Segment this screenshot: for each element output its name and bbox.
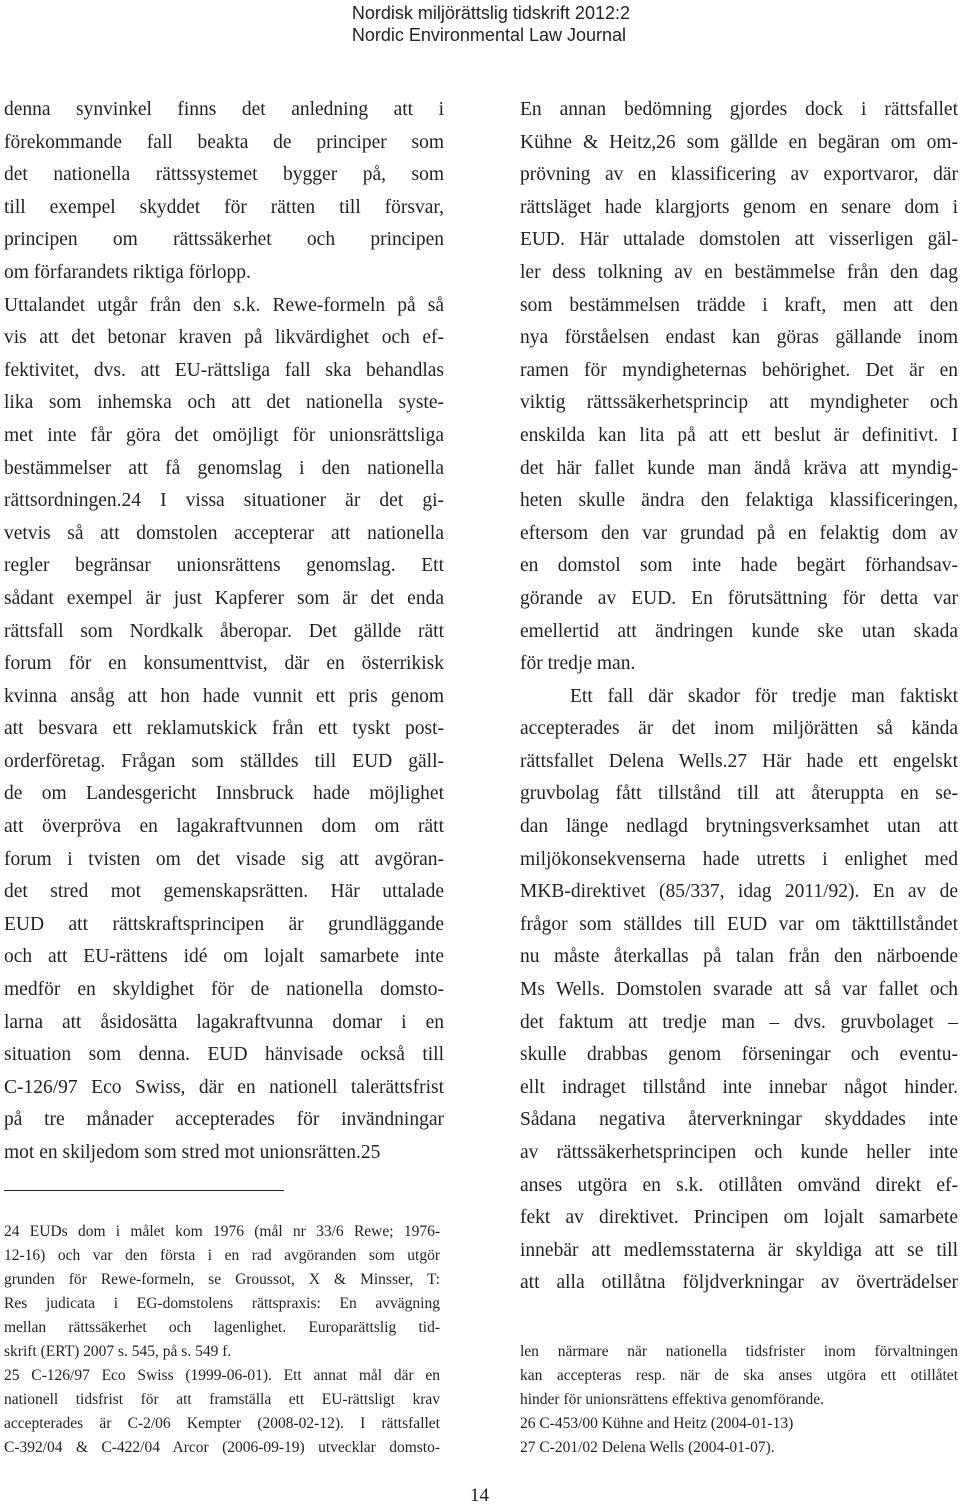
- body-line: C-126/97 Eco Swiss, där en nationell talerättsfrist: [4, 1076, 444, 1098]
- body-line: som bestämmelsen trädde i kraft, men att den: [520, 294, 958, 316]
- body-line: skulle drabbas genom förseningar och eventu-: [520, 1044, 958, 1066]
- body-line: anses utgöra en s.k. otillåten omvänd direkt ef-: [520, 1174, 958, 1196]
- body-line: nya förståelsen endast kan göras gällande inom: [520, 327, 958, 349]
- footnote-line: skrift (ERT) 2007 s. 545, på s. 549 f.: [4, 1343, 232, 1360]
- footnote-line: len närmare när nationella tidsfrister inom förvaltningen: [520, 1343, 958, 1360]
- body-line: larna att åsidosätta lagakraftvunna domar i en: [4, 1011, 444, 1033]
- body-line: förekommande fall beakta de principer som: [4, 131, 444, 153]
- body-line: met inte får göra det omöjligt för unionsrättsliga: [4, 424, 444, 446]
- body-line: till exempel skyddet för rätten till försvar,: [4, 196, 444, 218]
- body-line: det faktum att tredje man – dvs. gruvbolaget –: [520, 1011, 958, 1033]
- footnote-line: 25 C-126/97 Eco Swiss (1999-06-01). Ett annat mål där en: [4, 1367, 440, 1384]
- body-line: Sådana negativa återverkningar skyddades inte: [520, 1109, 958, 1131]
- body-line: för tredje man.: [520, 653, 636, 675]
- body-line: om förfarandets riktiga förlopp.: [4, 261, 251, 283]
- body-line: fekt av direktivet. Principen om lojalt samarbete: [520, 1207, 958, 1229]
- body-line: enskilda kan lita på att ett beslut är definitivt. I: [520, 424, 958, 446]
- body-line: nu måste återkallas på talan från den närboende: [520, 946, 958, 968]
- body-line: ler dess tolkning av en bestämmelse från den dag: [520, 261, 958, 283]
- page-number: 14: [470, 1485, 489, 1506]
- body-line: rättsfallet Delena Wells.27 Här hade ett engelskt: [520, 750, 958, 772]
- body-line: de om Landesgericht Innsbruck hade möjlighet: [4, 783, 444, 805]
- body-line: lika som inhemska och att det nationella syste-: [4, 392, 444, 414]
- journal-header: [352, 2, 630, 46]
- body-line: kvinna ansåg att hon hade vunnit ett pris genom: [4, 685, 444, 707]
- body-line: frågor som ställdes till EUD var om täkttillståndet: [520, 913, 958, 935]
- body-line: accepterades är det inom miljörätten så kända: [520, 718, 958, 740]
- journal-title-english: Nordic Environmental Law Journal: [351, 25, 627, 45]
- body-line: rättsläget hade klargjorts genom en senare dom i: [520, 196, 958, 218]
- footnote-line: hinder för unionsrättens effektiva genomförande.: [520, 1391, 825, 1408]
- body-line: av rättssäkerhetsprincipen och kunde heller inte: [520, 1142, 958, 1163]
- footnotes-left: [4, 1220, 440, 1460]
- body-line: på tre månader accepterades för invändningar: [4, 1109, 444, 1131]
- footnote-rule: [4, 1190, 284, 1191]
- body-line: och att EU-rättens idé om lojalt samarbete inte: [4, 946, 444, 968]
- body-line: ramen för myndigheternas behörighet. Det är en: [520, 359, 958, 381]
- body-line: heten skulle ändra den felaktiga klassificeringen,: [520, 490, 958, 512]
- body-line: En annan bedömning gjordes dock i rättsfallet: [520, 99, 958, 120]
- right-column: [520, 94, 958, 1300]
- body-line: principen om rättssäkerhet och principen: [4, 229, 444, 251]
- left-column: [4, 94, 444, 1170]
- body-line: rättsordningen.24 I vissa situationer är det gi-: [4, 490, 444, 512]
- footnotes-right: [520, 1340, 958, 1460]
- footnote-line: C-392/04 & C-422/04 Arcor (2006-09-19) utvecklar domsto-: [4, 1439, 440, 1456]
- body-line: Ett fall där skador för tredje man faktiskt: [570, 685, 958, 707]
- body-line: situation som denna. EUD hänvisade också till: [4, 1044, 444, 1066]
- body-line: forum för en konsumenttvist, där en österrikisk: [4, 653, 444, 675]
- footnote-line: 12-16) och var den första i en rad avgöranden som utgör: [4, 1247, 440, 1264]
- body-line: EUD att rättskraftsprincipen är grundläggande: [4, 913, 444, 935]
- body-line: vetvis så att domstolen accepterar att nationella: [4, 522, 444, 544]
- body-line: rättsfall som Nordkalk åberopar. Det gällde rätt: [4, 620, 444, 642]
- footnote-line: 27 C-201/02 Delena Wells (2004-01-07).: [520, 1439, 775, 1456]
- body-line: denna synvinkel finns det anledning att i: [4, 99, 444, 120]
- journal-title-swedish: Nordisk miljörättslig tidskrift 2012:2: [351, 3, 630, 23]
- body-line: Uttalandet utgår från den s.k. Rewe-formeln på så: [4, 294, 444, 316]
- body-line: att besvara ett reklamutskick från ett tyskt post-: [4, 718, 444, 740]
- body-line: ellt indraget tillstånd inte innebar något hinder.: [520, 1076, 958, 1098]
- body-line: innebär att medlemsstaterna är skyldiga att se till: [520, 1239, 958, 1261]
- body-line: att alla otillåtna följdverkningar av överträdelser: [520, 1272, 958, 1294]
- body-line: bestämmelser att få genomslag i den nationella: [4, 457, 444, 479]
- footnote-line: 24 EUDs dom i målet kom 1976 (mål nr 33/6 Rewe; 1976-: [4, 1223, 440, 1240]
- body-line: miljökonsekvenserna hade utretts i enlighet med: [520, 848, 958, 870]
- footnote-line: Res judicata i EG-domstolens rättspraxis: En avvägning: [4, 1295, 440, 1312]
- body-line: prövning av en klassificering av exportvaror, där: [520, 164, 958, 186]
- footnote-line: mellan rättssäkerhet och lagenlighet. Europarättslig tid-: [4, 1319, 440, 1336]
- footnote-line: kan accepteras resp. när de ska anses utgöra ett otillåtet: [520, 1367, 958, 1384]
- body-line: det nationella rättssystemet bygger på, som: [4, 164, 444, 186]
- body-line: görande av EUD. En förutsättning för detta var: [520, 587, 958, 609]
- body-line: fektivitet, dvs. att EU-rättsliga fall ska behandlas: [4, 359, 444, 381]
- body-line: en domstol som inte hade begärt förhandsav-: [520, 555, 958, 577]
- body-line: gruvbolag fått tillstånd till att återuppta en se-: [520, 783, 958, 805]
- body-line: sådant exempel är just Kapferer som är det enda: [4, 587, 444, 609]
- body-line: vis att det betonar kraven på likvärdighet och ef-: [4, 327, 444, 349]
- body-line: dan länge nedlagd brytningsverksamhet utan att: [520, 816, 958, 838]
- body-line: mot en skiljedom som stred mot unionsrätten.25: [4, 1142, 381, 1163]
- body-line: det stred mot gemenskapsrätten. Här uttalade: [4, 881, 444, 903]
- body-line: viktig rättssäkerhetsprincip att myndigheter och: [520, 392, 958, 414]
- body-line: Kühne & Heitz,26 som gällde en begäran om om-: [520, 131, 958, 153]
- body-line: medför en skyldighet för de nationella domsto-: [4, 979, 444, 1001]
- body-line: emellertid att ändringen kunde ske utan skada: [520, 620, 958, 642]
- body-line: att överpröva en lagakraftvunnen dom om rätt: [4, 816, 444, 838]
- body-line: orderföretag. Frågan som ställdes till EUD gäll-: [4, 750, 444, 772]
- body-line: Ms Wells. Domstolen svarade att så var fallet och: [520, 979, 958, 1001]
- footnote-line: 26 C-453/00 Kühne and Heitz (2004-01-13): [520, 1415, 794, 1432]
- footnote-line: accepterades är C-2/06 Kempter (2008-02-12). I rättsfallet: [4, 1415, 440, 1432]
- body-line: MKB-direktivet (85/337, idag 2011/92). En av de: [520, 881, 958, 903]
- body-line: regler begränsar unionsrättens genomslag. Ett: [4, 555, 444, 577]
- body-line: eftersom den var grundad på en felaktig dom av: [520, 522, 958, 544]
- footnote-line: nationell tidsfrist för att framställa ett EU-rättsligt krav: [4, 1391, 440, 1408]
- body-line: det här fallet kunde man ändå kräva att myndig-: [520, 457, 958, 479]
- body-line: forum i tvisten om det visade sig att avgöran-: [4, 848, 444, 870]
- body-line: EUD. Här uttalade domstolen att visserligen gäl-: [520, 229, 958, 251]
- footnote-line: grunden för Rewe-formeln, se Groussot, X & Minsser, T:: [4, 1271, 440, 1288]
